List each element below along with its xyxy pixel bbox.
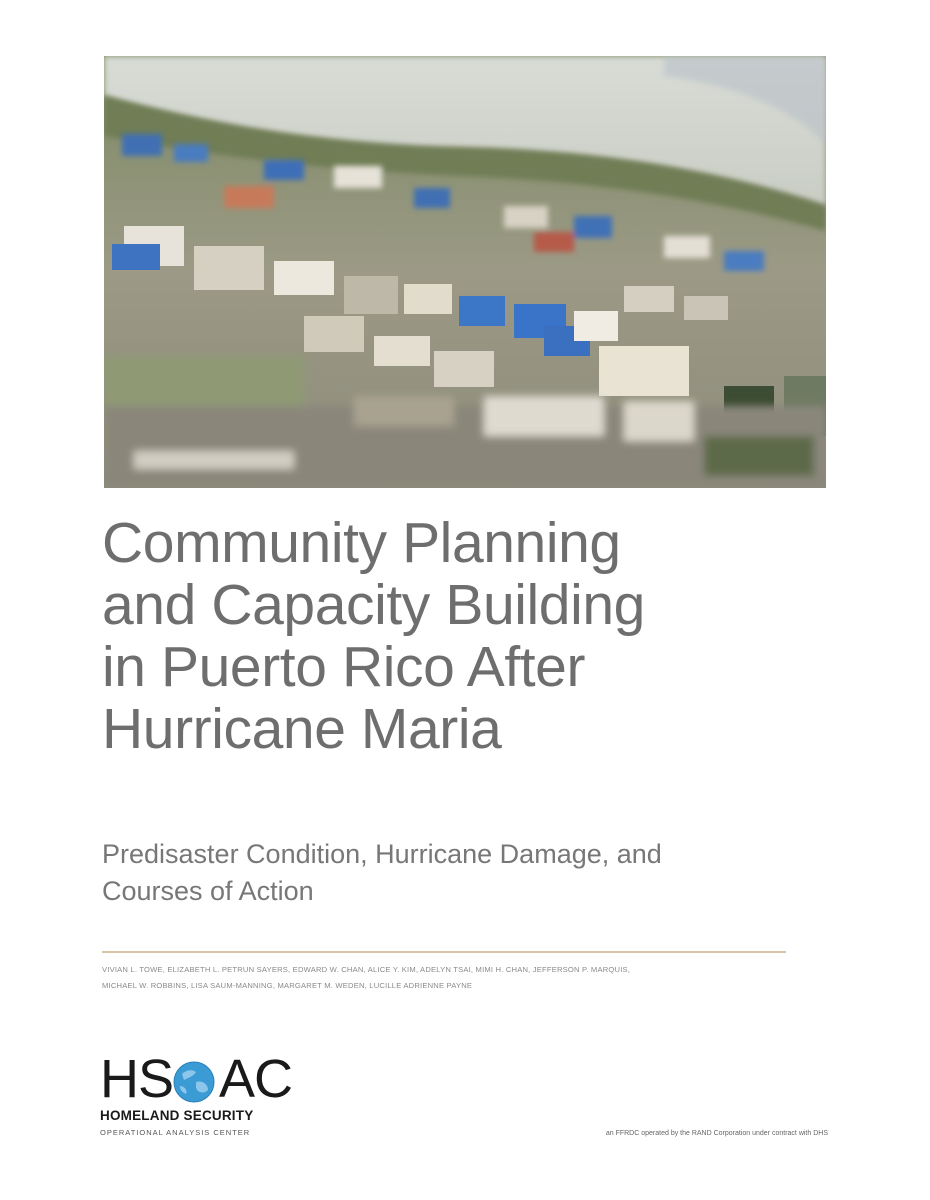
logo-word-right: AC bbox=[219, 1049, 293, 1109]
ffrdc-note: an FFRDC operated by the RAND Corporation under contract with DHS bbox=[605, 1130, 828, 1137]
logo-line-operational-analysis: OPERATIONAL ANALYSIS CENTER bbox=[100, 1128, 251, 1137]
title-line-4: Hurricane Maria bbox=[102, 697, 502, 761]
author-line-1: VIVIAN L. TOWE, ELIZABETH L. PETRUN SAYERS, EDWARD W. CHAN, ALICE Y. KIM, ADELYN TSAI, MIMI H. CHAN, JEFFERSON P. MARQUIS, bbox=[102, 965, 631, 974]
globe-icon bbox=[172, 1060, 216, 1104]
book-title bbox=[102, 512, 862, 760]
cover-photo bbox=[104, 56, 826, 488]
subtitle-line-2: Courses of Action bbox=[102, 876, 314, 906]
logo-word-left: HS bbox=[100, 1049, 174, 1109]
hsoac-logo bbox=[100, 1049, 300, 1152]
book-subtitle bbox=[102, 836, 862, 910]
title-line-2: and Capacity Building bbox=[102, 573, 645, 637]
subtitle-line-1: Predisaster Condition, Hurricane Damage, and bbox=[102, 839, 662, 869]
author-list bbox=[102, 962, 802, 994]
divider-rule bbox=[102, 951, 786, 953]
logo-line-homeland-security: HOMELAND SECURITY bbox=[100, 1108, 254, 1123]
title-line-1: Community Planning bbox=[102, 511, 621, 575]
title-line-3: in Puerto Rico After bbox=[102, 635, 586, 699]
aerial-neighborhood-image bbox=[104, 56, 826, 488]
author-line-2: MICHAEL W. ROBBINS, LISA SAUM-MANNING, MARGARET M. WEDEN, LUCILLE ADRIENNE PAYNE bbox=[102, 981, 473, 990]
